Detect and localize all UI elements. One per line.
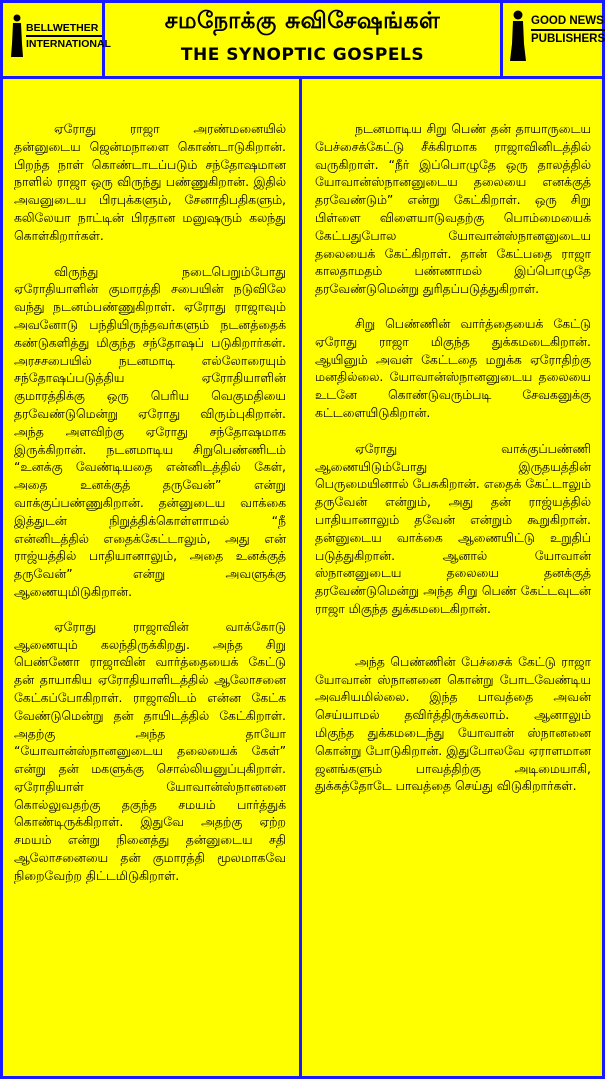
page-title-english: THE SYNOPTIC GOSPELS — [180, 45, 425, 65]
good-news-logo-text — [531, 14, 605, 46]
paragraph: ஏரோது வாக்குப்பண்ணி ஆணையிடும்போது இருதயத்தின் பெருமையினால் பேசுகிறான். எதைக் கேட்டாலும் தருவேன் என்றும், அது தன் ராஜ்யத்தில் பாதியானாலும் தவேன் என்றும் கூறுகிறான். தன்னுடைய வாக்கை ஆணையிட்டு உறுதிப் படுத்துகிறான். ஆனால் யோவான் ஸ்நானனுடைய தலையை தனக்குத் தரவேண்டுமென்று அந்த சிறு பெண் கேட்டவுடன் ராஜா மிகுந்த துக்கமடைகிறான். — [315, 440, 591, 616]
paragraph: சிறு பெண்ணின் வார்த்தையைக் கேட்டு ஏரோது ராஜா மிகுந்த துக்கமடைகிறான். ஆயினும் அவள் கேட்டதை மறுக்க ஏரோதிற்கு மனதில்லை. யோவான்ஸ்நானனுடைய தலையை உடனே கொண்டுவரும்படி சேவகனுக்கு கட்டளையிடுகிறான். — [315, 315, 591, 420]
paragraph: நடனமாடிய சிறு பெண் தன் தாயாருடைய பேச்சைக்கேட்டு சீக்கிரமாக ராஜாவினிடத்தில் வருகிறாள். “நீர் இப்பொழுதே ஒரு தாலத்தில் யோவான்ஸ்நானனுடைய தலையை எனக்குத் தரவேண்டும்” என்று கேட்கிறாள். ஒரு சிறு பிள்ளை விளையாடுவதற்கு பொம்மையைக் கேட்பதுபோல யோவான்ஸ்நானனுடைய தலையைக் கேட்கிறாள். தான் கேட்பதை ராஜா காலதாமதம் பண்ணாமல் இப்பொழுதே தரவேண்டுமென்று துரிதப்படுத்துகிறாள். — [315, 121, 591, 297]
right-column — [315, 120, 591, 795]
bellwether-logo-text — [26, 22, 111, 50]
publisher-logo-right — [500, 0, 605, 76]
page-title-tamil: சமநோக்கு சுவிசேஷங்கள் — [164, 8, 441, 34]
figure-silhouette-icon — [509, 10, 527, 62]
column-divider — [299, 79, 302, 1079]
figure-silhouette-icon — [10, 14, 24, 58]
logo-left-line1: BELLWETHER — [26, 22, 102, 37]
logo-right-line2: PUBLISHERS — [531, 33, 605, 45]
paragraph: விருந்து நடைபெறும்போது ஏரோதியாளின் குமாரத்தி சபையின் நடுவிலே வந்து நடனம்பண்ணுகிறாள். ஏரோது ராஜாவும் அவனோடு பந்தியிருந்தவர்களும் நடனத்தைக் கண்டுகளித்து மிகுந்த சந்தோஷப் படுகிறார்கள். அரசசபையில் நடனமாடி எல்லோரையும் சந்தோஷப்படுத்திய ஏரோதியாளின் குமாரத்திக்கு ஒரு பெரிய வெகுமதியை தரவேண்டுமென்று ஏரோது விரும்புகிறான். அந்த அளவிற்கு ஏரோது சந்தோஷமாக இருக்கிறான். நடனமாடிய சிறுபெண்ணிடம் “உனக்கு வேண்டியதை என்னிடத்தில் கேள், அதை உனக்குத் தருவேன்” என்று வாக்குப்பண்ணுகிறான். தன்னுடைய வாக்கை இத்துடன் நிறுத்திக்கொள்ளாமல் “நீ என்னிடத்தில் எதைக்கேட்டாலும், அது என் ராஜ்யத்தில் பாதியானாலும், அதை உனக்குத் தருவேன்” என்று அவளுக்கு ஆணையுமிடுகிறான். — [14, 263, 286, 599]
paragraph: ஏரோது ராஜா அரண்மனையில் தன்னுடைய ஜென்மநாளை கொண்டாடுகிறான். பிறந்த நாள் கொண்டாடப்படும் சந்தோஷமான நாளில் ராஜா ஒரு விருந்து பண்ணுகிறான். இதில் அவனுடைய பிரபுக்களும், சேனாதிபதிகளும், கலிலேயா நாட்டின் பிரதான மனுஷரும் கலந்து கொள்கிறார்கள். — [14, 121, 286, 243]
paragraph: அந்த பெண்ணின் பேச்சைக் கேட்டு ராஜா யோவான் ஸ்நானனை கொன்று போடவேண்டிய அவசியமில்லை. இந்த பாவத்தை அவன் செய்யாமல் தவிர்த்திருக்கலாம். ஆனாலும் மிகுந்த துக்கமடைந்து யோவான் ஸ்நானனை கொன்று போடுகிறான். இதுபோலவே ஏராளமான ஜனங்களும் பாவத்திற்கு அடிமையாகி, துக்கத்தோடே பாவத்தை செய்து விடுகிறார்கள். — [315, 653, 591, 794]
publisher-logo-left — [0, 0, 111, 76]
page-header — [0, 0, 605, 79]
title-block — [105, 0, 500, 76]
paragraph: ஏரோது ராஜாவின் வாக்கோடு ஆணையும் கலந்திருக்கிறது. அந்த சிறு பெண்ணோ ராஜாவின் வார்த்தையைக் கேட்டு தன் தாயாகிய ஏரோதியாளிடத்தில் ஆலோசனை கேட்கப்போகிறாள். ராஜாவிடம் என்ன கேட்க வேண்டுமென்று தன் தாயிடத்தில் கேட்கிறாள். அதற்கு அந்த தாயோ “யோவான்ஸ்நானனுடைய தலையைக் கேள்” என்று தன் மகளுக்கு சொல்லியனுப்புகிறாள். ஏரோதியாள் யோவான்ஸ்நானனை கொல்லுவதற்கு தகுந்த சமயம் பார்த்துக் கொண்டிருக்கிறாள். இதுவே அதற்கு ஏற்ற சமயம் என்று நினைத்து தன்னுடைய சதி ஆலோசனையை தன் குமாரத்தி மூலமாகவே நிறைவேற்ற திட்டமிடுகிறாள். — [14, 618, 286, 883]
logo-left-line2: INTERNATIONAL — [26, 38, 111, 50]
logo-right-line1: GOOD NEWS — [531, 14, 605, 31]
left-column — [14, 120, 286, 885]
